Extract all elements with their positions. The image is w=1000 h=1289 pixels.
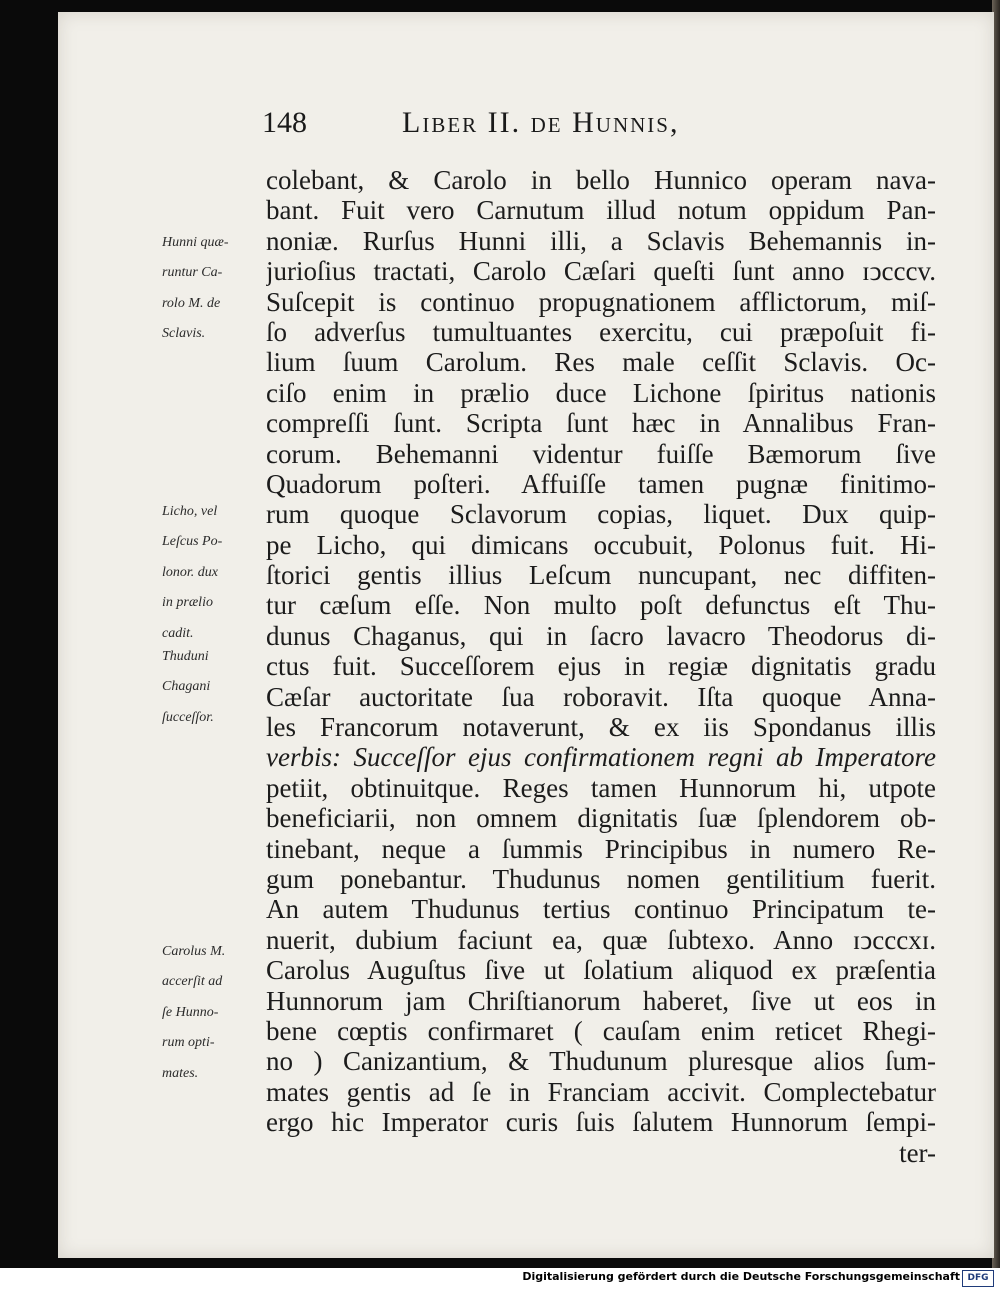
marginal-note-line: in prælio [162, 595, 213, 611]
marginal-note-line: Sclavis. [162, 326, 206, 342]
funding-credit: Digitalisierung gefördert durch die Deutsche Forschungsgemeinschaft [522, 1270, 960, 1283]
text-line: les Francorum notaverunt, & ex iis Spondanus illis [266, 712, 936, 743]
text-line-quote: verbis: Succeſſor ejus confirmationem regni ab Imperatore [266, 742, 936, 773]
marginal-note-line: rolo M. de [162, 295, 221, 311]
text-line: An autem Thudunus tertius continuo Principatum te- [266, 894, 936, 925]
text-line: ergo hic Imperator curis ſuis ſalutem Hunnorum ſempi- [266, 1107, 936, 1138]
text-line: pe Licho, qui dimicans occubuit, Polonus fuit. Hi- [266, 529, 936, 560]
marginal-note-line: Leſcus Po- [162, 534, 223, 550]
text-line: bene cœptis confirmaret ( cauſam enim reticet Rhegi- [266, 1015, 936, 1046]
text-line: dunus Chaganus, qui in ſacro lavacro Theodorus di- [266, 620, 936, 651]
marginal-note-line: Thuduni [162, 649, 209, 664]
text-line: lium ſuum Carolum. Res male ceſſit Sclavis. Oc- [266, 347, 936, 378]
marginal-note-line: Chagani [162, 679, 211, 695]
footer-bar [0, 1268, 1000, 1289]
marginal-note-line: lonor. dux [162, 564, 218, 580]
text-line: Quadorum poſteri. Affuiſſe tamen pugnæ finitimo- [266, 468, 936, 499]
text-line: beneficiarii, non omnem dignitatis ſuæ ſplendorem ob- [266, 803, 936, 834]
text-line: Carolus Auguſtus ſive ut ſolatium aliquod ex præſentia [266, 955, 936, 986]
marginal-note-line: rum opti- [162, 1035, 215, 1051]
text-line: nuerit, dubium faciunt ea, quæ ſubtexo. Anno ɪↄcccxɪ. [266, 924, 936, 955]
main-text-block [266, 165, 936, 1168]
marginal-note-line: Hunni quæ- [162, 235, 229, 250]
text-line: ciſo enim in prælio duce Lichone ſpiritus nationis [266, 377, 936, 408]
running-title: Liber II. de Hunnis, [402, 106, 680, 139]
text-line: corum. Behemanni videntur fuiſſe Bæmorum ſive [266, 438, 936, 469]
text-line: gum ponebantur. Thudunus nomen gentilitium fuerit. [266, 863, 936, 894]
text-line: mates gentis ad ſe in Franciam accivit. Complectebatur [266, 1076, 936, 1107]
page-number: 148 [262, 106, 307, 139]
text-line: ſo adverſus tumultuantes exercitu, cui præpoſuit fi- [266, 316, 936, 347]
text-line: jurioſius tractati, Carolo Cæſari queſti ſunt anno ɪↄcccv. [266, 256, 936, 287]
text-line: noniæ. Rurſus Hunni illi, a Sclavis Behemannis in- [266, 225, 936, 256]
text-line: colebant, & Carolo in bello Hunnico operam nava- [266, 165, 936, 195]
text-line: ctus fuit. Succeſſorem ejus in regiæ dignitatis gradu [266, 651, 936, 682]
text-line: compreſſi ſunt. Scripta ſunt hæc in Annalibus Fran- [266, 408, 936, 439]
marginal-note-line: Carolus M. [162, 944, 226, 959]
marginal-note-line: ſucceſſor. [162, 709, 214, 725]
text-line: Hunnorum jam Chriſtianorum haberet, ſive ut eos in [266, 985, 936, 1016]
marginal-note-hunni [162, 228, 264, 350]
text-line: bant. Fuit vero Carnutum illud notum oppidum Pan- [266, 195, 936, 226]
page-header [262, 106, 942, 150]
marginal-note-thuduni [162, 642, 264, 733]
text-line: Cæſar auctoritate ſua roboravit. Iſta quoque Anna- [266, 681, 936, 712]
text-line: tur cæſum eſſe. Non multo poſt defunctus eſt Thu- [266, 590, 936, 621]
marginal-note-line: runtur Ca- [162, 265, 223, 281]
text-line: rum quoque Sclavorum copias, liquet. Dux quip- [266, 499, 936, 530]
text-line: Suſcepit is continuo propugnationem afflictorum, miſ- [266, 286, 936, 317]
marginal-note-line: Licho, vel [162, 504, 218, 519]
marginal-note-carolus [162, 937, 264, 1089]
marginal-note-licho [162, 497, 264, 649]
marginal-note-line: mates. [162, 1065, 199, 1081]
marginal-note-line: cadit. [162, 625, 194, 641]
text-line: no ) Canizantium, & Thudunum pluresque alios ſum- [266, 1046, 936, 1077]
text-line: ſtorici gentis illius Leſcum nuncupant, nec diffiten- [266, 560, 936, 591]
dfg-logo[interactable]: DFG [962, 1270, 994, 1287]
catchword: ter- [899, 1137, 936, 1168]
text-line: petiit, obtinuitque. Reges tamen Hunnorum hi, utpote [266, 772, 936, 803]
marginal-note-line: ſe Hunno- [162, 1004, 219, 1020]
text-line: tinebant, neque a ſummis Principibus in numero Re- [266, 833, 936, 864]
marginal-note-line: accerſit ad [162, 974, 223, 990]
